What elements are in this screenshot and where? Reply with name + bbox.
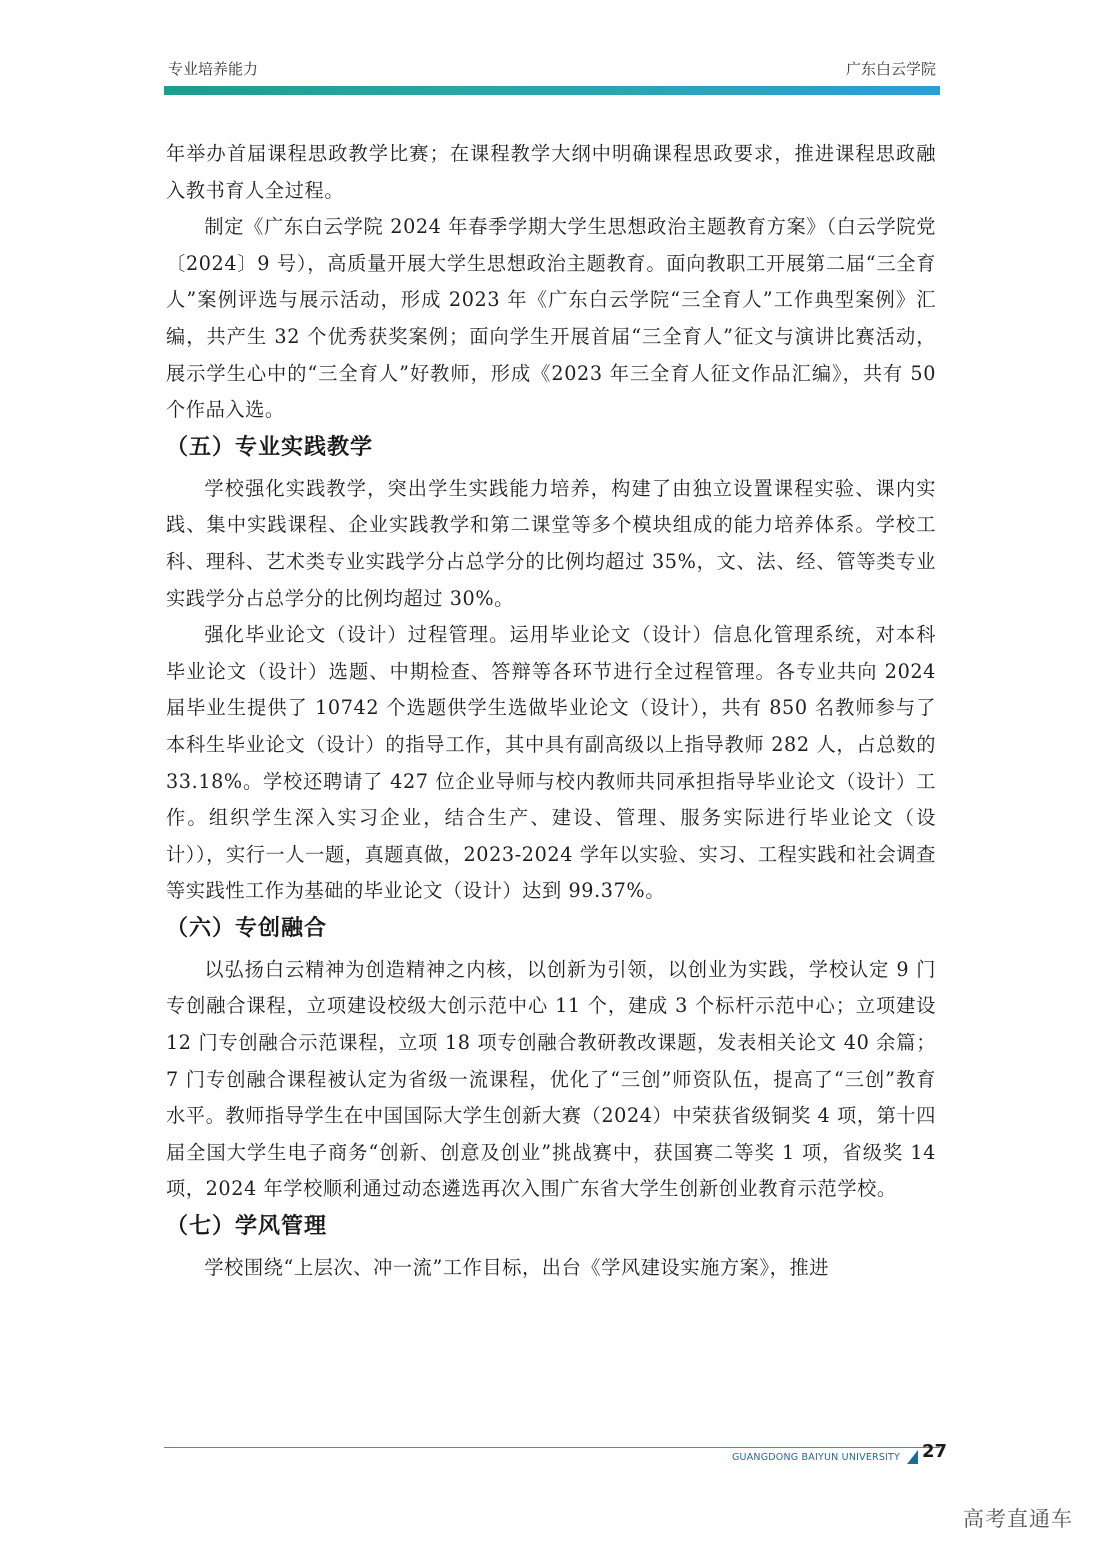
page-number: 27 [922,1441,948,1462]
section-heading-innovation-integration: （六）专创融合 [166,915,328,941]
footer-triangle-icon [907,1450,918,1464]
paragraph-study-style: 学校围绕“上层次、冲一流”工作目标，出台《学风建设实施方案》，推进 [204,1256,830,1280]
footer-university-english-name: GUANGDONG BAIYUN UNIVERSITY [732,1452,901,1463]
page-body [166,136,936,1287]
running-header-section-title: 专业培养能力 [168,60,259,78]
paragraph-continued: 年举办首届课程思政教学比赛；在课程教学大纲中明确课程思政要求，推进课程思政融入教书育人全过程。 [166,142,936,202]
section-heading-practice-teaching: （五）专业实践教学 [166,434,374,460]
footer-divider [164,1447,940,1448]
running-header-university-name: 广东白云学院 [845,60,936,78]
watermark-text: 高考直通车 [963,1507,1073,1531]
paragraph-practice-system: 学校强化实践教学，突出学生实践能力培养，构建了由独立设置课程实验、课内实践、集中实践课程、企业实践教学和第二课堂等多个模块组成的能力培养体系。学校工科、理科、艺术类专业实践学分占总学分的比例均超过 35%，文、法、经、管等类专业实践学分占总学分的比例均超过 30%。 [166,476,936,610]
header-color-bar [164,86,940,95]
section-heading-study-style: （七）学风管理 [166,1214,328,1240]
paragraph-ideological-education: 制定《广东白云学院 2024 年春季学期大学生思想政治主题教育方案》（白云学院党〔2024〕9 号），高质量开展大学生思想政治主题教育。面向教职工开展第二届“三全育人”案例评选与展示活动，形成 2023 年《广东白云学院“三全育人”工作典型案例》汇编，共产生 32 个优秀获奖案例；面向学生开展首届“三全育人”征文与演讲比赛活动，展示学生心中的“三全育人”好教师，形成《2023 年三全育人征文作品汇编》，共有 50 个作品入选。 [166,215,936,422]
paragraph-thesis-management: 强化毕业论文（设计）过程管理。运用毕业论文（设计）信息化管理系统，对本科毕业论文（设计）选题、中期检查、答辩等各环节进行全过程管理。各专业共向 2024 届毕业生提供了 10742 个选题供学生选做毕业论文（设计），共有 850 名教师参与了本科生毕业论文（设计）的指导工作，其中具有副高级以上指导教师 282 人，占总数的 33.18%。学校还聘请了 427 位企业导师与校内教师共同承担指导毕业论文（设计）工作。组织学生深入实习企业，结合生产、建设、管理、服务实际进行毕业论文（设计）），实行一人一题，真题真做，2023-2024 学年以实验、实习、工程实践和社会调查等实践性工作为基础的毕业论文（设计）达到 99.37%。 [166,623,936,903]
paragraph-innovation-entrepreneurship: 以弘扬白云精神为创造精神之内核，以创新为引领，以创业为实践，学校认定 9 门专创融合课程，立项建设校级大创示范中心 11 个，建成 3 个标杆示范中心；立项建设 12 门专创融合示范课程，立项 18 项专创融合教研教改课题，发表相关论文 40 余篇；7 门专创融合课程被认定为省级一流课程，优化了“三创”师资队伍，提高了“三创”教育水平。教师指导学生在中国国际大学生创新大赛（2024）中荣获省级铜奖 4 项，第十四届全国大学生电子商务“创新、创意及创业”挑战赛中，获国赛二等奖 1 项，省级奖 14 项，2024 年学校顺利通过动态遴选再次入围广东省大学生创新创业教育示范学校。 [166,957,936,1201]
